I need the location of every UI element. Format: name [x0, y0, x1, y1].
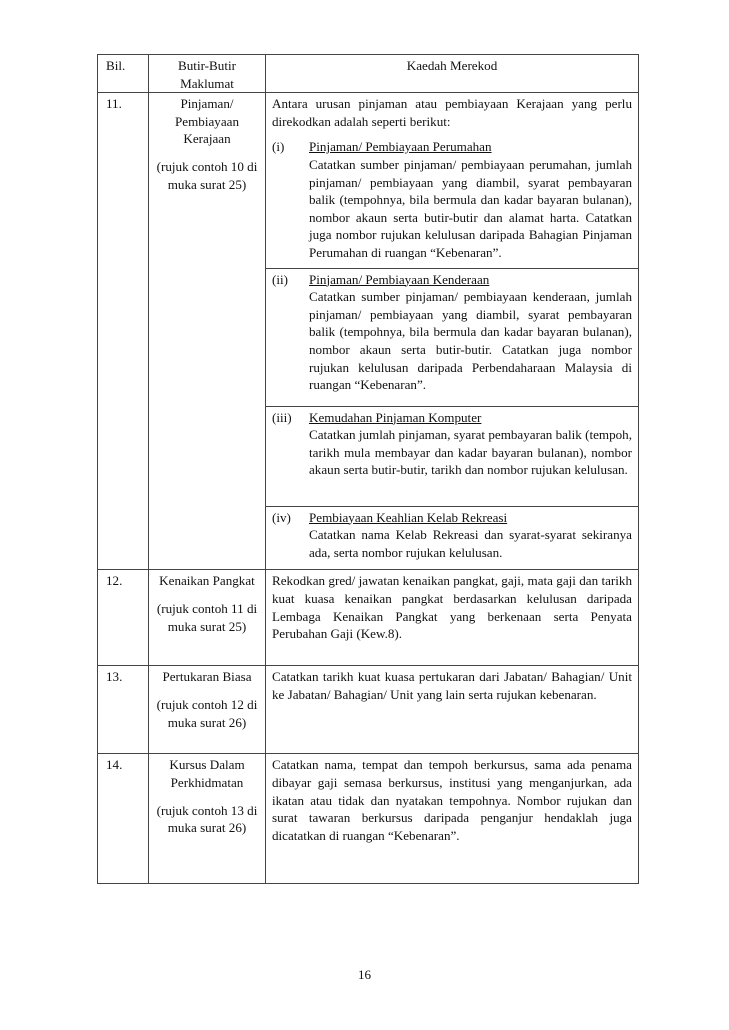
row-item-reference: (rujuk contoh 12 di muka surat 26)	[156, 696, 258, 730]
list-item-title: Pinjaman/ Pembiayaan Kenderaan	[309, 271, 490, 287]
row-number: 14.	[98, 754, 149, 884]
row-method-cell	[266, 93, 639, 268]
table-row	[98, 570, 639, 666]
row-method-cell	[266, 268, 639, 406]
list-item-number: (i)	[272, 139, 285, 155]
row-item-reference: (rujuk contoh 13 di muka surat 26)	[156, 802, 258, 836]
row-item-cell	[149, 570, 266, 666]
list-item-number: (ii)	[272, 271, 288, 287]
row-method-text: Catatkan nama, tempat dan tempoh berkursus, sama ada penama dibayar gaji semasa berkursus, institusi yang menganjurkan, ada ikatan atau tidak dan nyatakan tempohnya. Nombor rujukan dan surat tawaran berkursus daripada penganjur hendaklah juga dicatatkan di ruangan “Kebenaran”.	[266, 754, 639, 884]
list-item	[272, 138, 632, 261]
row-item-reference: (rujuk contoh 10 di muka surat 25)	[156, 158, 258, 192]
row-item-cell	[149, 666, 266, 754]
list-item-title: Kemudahan Pinjaman Komputer	[309, 409, 482, 425]
list-item-text: Catatkan nama Kelab Rekreasi dan syarat-syarat sekiranya ada, serta nombor rujukan kelulusan.	[309, 527, 632, 560]
row-method-text: Rekodkan gred/ jawatan kenaikan pangkat, gaji, mata gaji dan tarikh kuat kuasa kenaikan pangkat berdasarkan kelulusan daripada Lembaga Kenaikan Pangkat yang berkenaan serta Penyata Perubahan Gaji (Kew.8).	[266, 570, 639, 666]
row-number: 11.	[98, 93, 149, 570]
list-item-text: Catatkan jumlah pinjaman, syarat pembayaran balik (tempoh, tarikh mula membayar dan kadar bayaran bulanan), nombor akaun serta butir-butir, tarikh dan nombor rujukan kelulusan.	[309, 427, 632, 478]
row-item-title: Kenaikan Pangkat	[159, 573, 255, 589]
header-bil: Bil.	[98, 55, 149, 93]
list-item-number: (iv)	[272, 509, 291, 525]
row-item-title: Kursus Dalam Perkhidmatan	[169, 757, 245, 790]
list-item	[272, 271, 632, 394]
list-item	[272, 409, 632, 479]
table-row	[98, 666, 639, 754]
row-number: 13.	[98, 666, 149, 754]
row-method-cell	[266, 506, 639, 570]
row-item-title: Pinjaman/ Pembiayaan Kerajaan	[175, 96, 239, 147]
header-kaedah: Kaedah Merekod	[266, 55, 639, 93]
row-item-reference: (rujuk contoh 11 di muka surat 25)	[156, 600, 258, 634]
list-item-text: Catatkan sumber pinjaman/ pembiayaan perumahan, jumlah pinjaman/ pembiayaan yang diambil, syarat pembayaran balik (tempohnya, bila bermula dan kadar bayaran bulanan), nombor akaun serta butir-butir dan alamat harta. Catatkan juga nombor rujukan kelulusan daripada Bahagian Pinjaman Perumahan di ruangan “Kebenaran”.	[309, 156, 632, 260]
row-method-cell	[266, 406, 639, 506]
table-header-row	[98, 55, 639, 93]
list-item-number: (iii)	[272, 409, 292, 425]
row-item-cell	[149, 754, 266, 884]
list-item-title: Pinjaman/ Pembiayaan Perumahan	[309, 139, 492, 155]
list-item-title: Pembiayaan Keahlian Kelab Rekreasi	[309, 509, 508, 525]
row-method-text: Catatkan tarikh kuat kuasa pertukaran dari Jabatan/ Bahagian/ Unit ke Jabatan/ Bahagian/ Unit yang lain serta rujukan kebenaran.	[266, 666, 639, 754]
method-intro: Antara urusan pinjaman atau pembiayaan Kerajaan yang perlu direkodkan adalah seperti berikut:	[272, 96, 632, 129]
list-item-text: Catatkan sumber pinjaman/ pembiayaan kenderaan, jumlah pinjaman/ pembiayaan yang diambil, syarat pembayaran balik (tempohnya, bila bermula dan kadar bayaran bulanan), nombor akaun serta butir-butir. Catatkan juga nombor rujukan kelulusan daripada Perbendaharaan Malaysia di ruangan “Kebenaran”.	[309, 289, 632, 393]
page-number: 16	[357, 967, 372, 982]
table-row	[98, 93, 639, 268]
table-row	[98, 754, 639, 884]
records-table	[97, 54, 639, 884]
row-item-cell	[149, 93, 266, 570]
list-item	[272, 509, 632, 562]
header-butir: Butir-Butir Maklumat	[149, 55, 266, 93]
row-item-title: Pertukaran Biasa	[162, 669, 252, 685]
row-number: 12.	[98, 570, 149, 666]
